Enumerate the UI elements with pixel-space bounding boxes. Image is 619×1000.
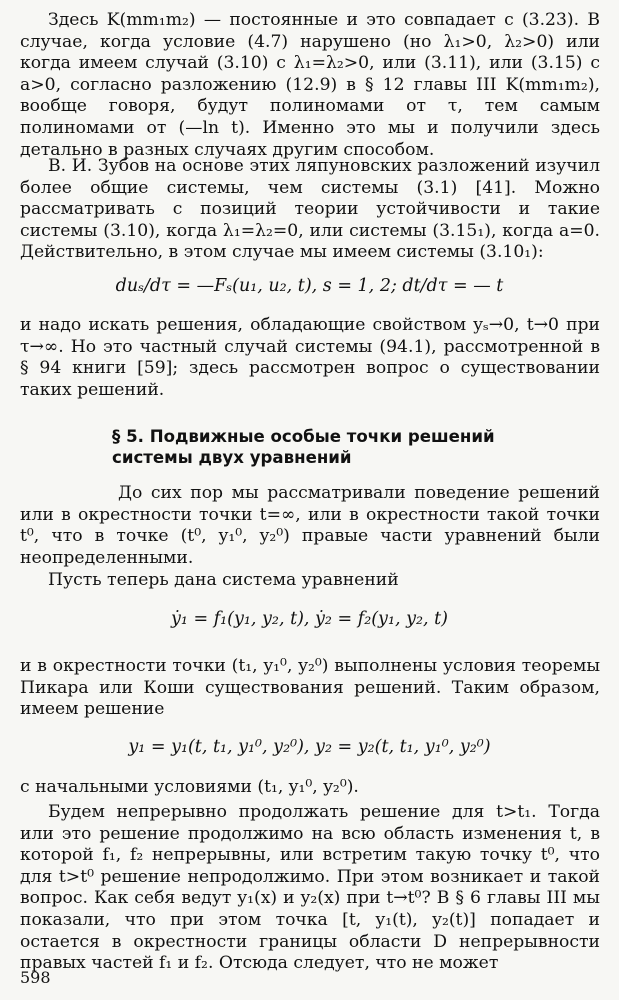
section-heading-line-2: системы двух уравнений <box>112 448 352 467</box>
section-heading-line-1: § 5. Подвижные особые точки решений <box>112 427 495 446</box>
paragraph-5: Пусть теперь дана система уравнений <box>48 570 399 590</box>
paragraph-4: До сих пор мы рассматривали поведение решений или в окрестности точки t=∞, или в окрестности такой точки t⁰, что в точке (t⁰, y₁⁰, y₂⁰) правые части уравнений были неопределенными. <box>20 483 600 568</box>
paragraph-7: с начальными условиями (t₁, y₁⁰, y₂⁰). <box>20 777 359 797</box>
section-heading <box>112 426 592 468</box>
equation-2: ẏ₁ = f₁(y₁, y₂, t), ẏ₂ = f₂(y₁, y₂, t) <box>171 609 448 629</box>
paragraph-2: В. И. Зубов на основе этих ляпуновских разложений изучил более общие системы, чем системы (3.1) [41]. Можно рассматривать с позиций теории устойчивости и такие системы (3.10), когда λ₁=λ₂=0, или системы (3.15₁), когда a=0. Действительно, в этом случае мы имеем системы (3.10₁): <box>20 156 600 263</box>
paragraph-1: Здесь K(mm₁m₂) — постоянные и это совпадает с (3.23). В случае, когда условие (4.7) нарушено (но λ₁>0, λ₂>0) или когда имеем случай (3.10) с λ₁=λ₂>0, или (3.11), или (3.15) с a>0, согласно разложению (12.9) в § 12 главы III K(mm₁m₂), вообще говоря, будут полиномами от τ, тем самым полиномами от (—ln t). Именно это мы и получили здесь детально в разных случаях другим способом. <box>20 10 600 160</box>
paragraph-8: Будем непрерывно продолжать решение для t>t₁. Тогда или это решение продолжимо на всю область изменения t, в которой f₁, f₂ непрерывны, или встретим такую точку t⁰, что для t>t⁰ решение непродолжимо. При этом возникает и такой вопрос. Как себя ведут y₁(x) и y₂(x) при t→t⁰? В § 6 главы III мы показали, что при этом точка [t, y₁(t), y₂(t)] попадает и остается в окрестности границы области D непрерывности правых частей f₁ и f₂. Отсюда следует, что не может <box>20 802 600 974</box>
paragraph-6: и в окрестности точки (t₁, y₁⁰, y₂⁰) выполнены условия теоремы Пикара или Коши существования решений. Таким образом, имеем решение <box>20 656 600 720</box>
paragraph-3: и надо искать решения, обладающие свойством yₛ→0, t→0 при τ→∞. Но это частный случай системы (94.1), рассмотренной в § 94 книги [59]; здесь рассмотрен вопрос о существовании таких решений. <box>20 315 600 400</box>
equation-3: y₁ = y₁(t, t₁, y₁⁰, y₂⁰), y₂ = y₂(t, t₁, y₁⁰, y₂⁰) <box>128 737 491 757</box>
page-number: 598 <box>20 968 51 987</box>
equation-1: duₛ/dτ = —Fₛ(u₁, u₂, t), s = 1, 2; dt/dτ = — t <box>115 276 504 296</box>
